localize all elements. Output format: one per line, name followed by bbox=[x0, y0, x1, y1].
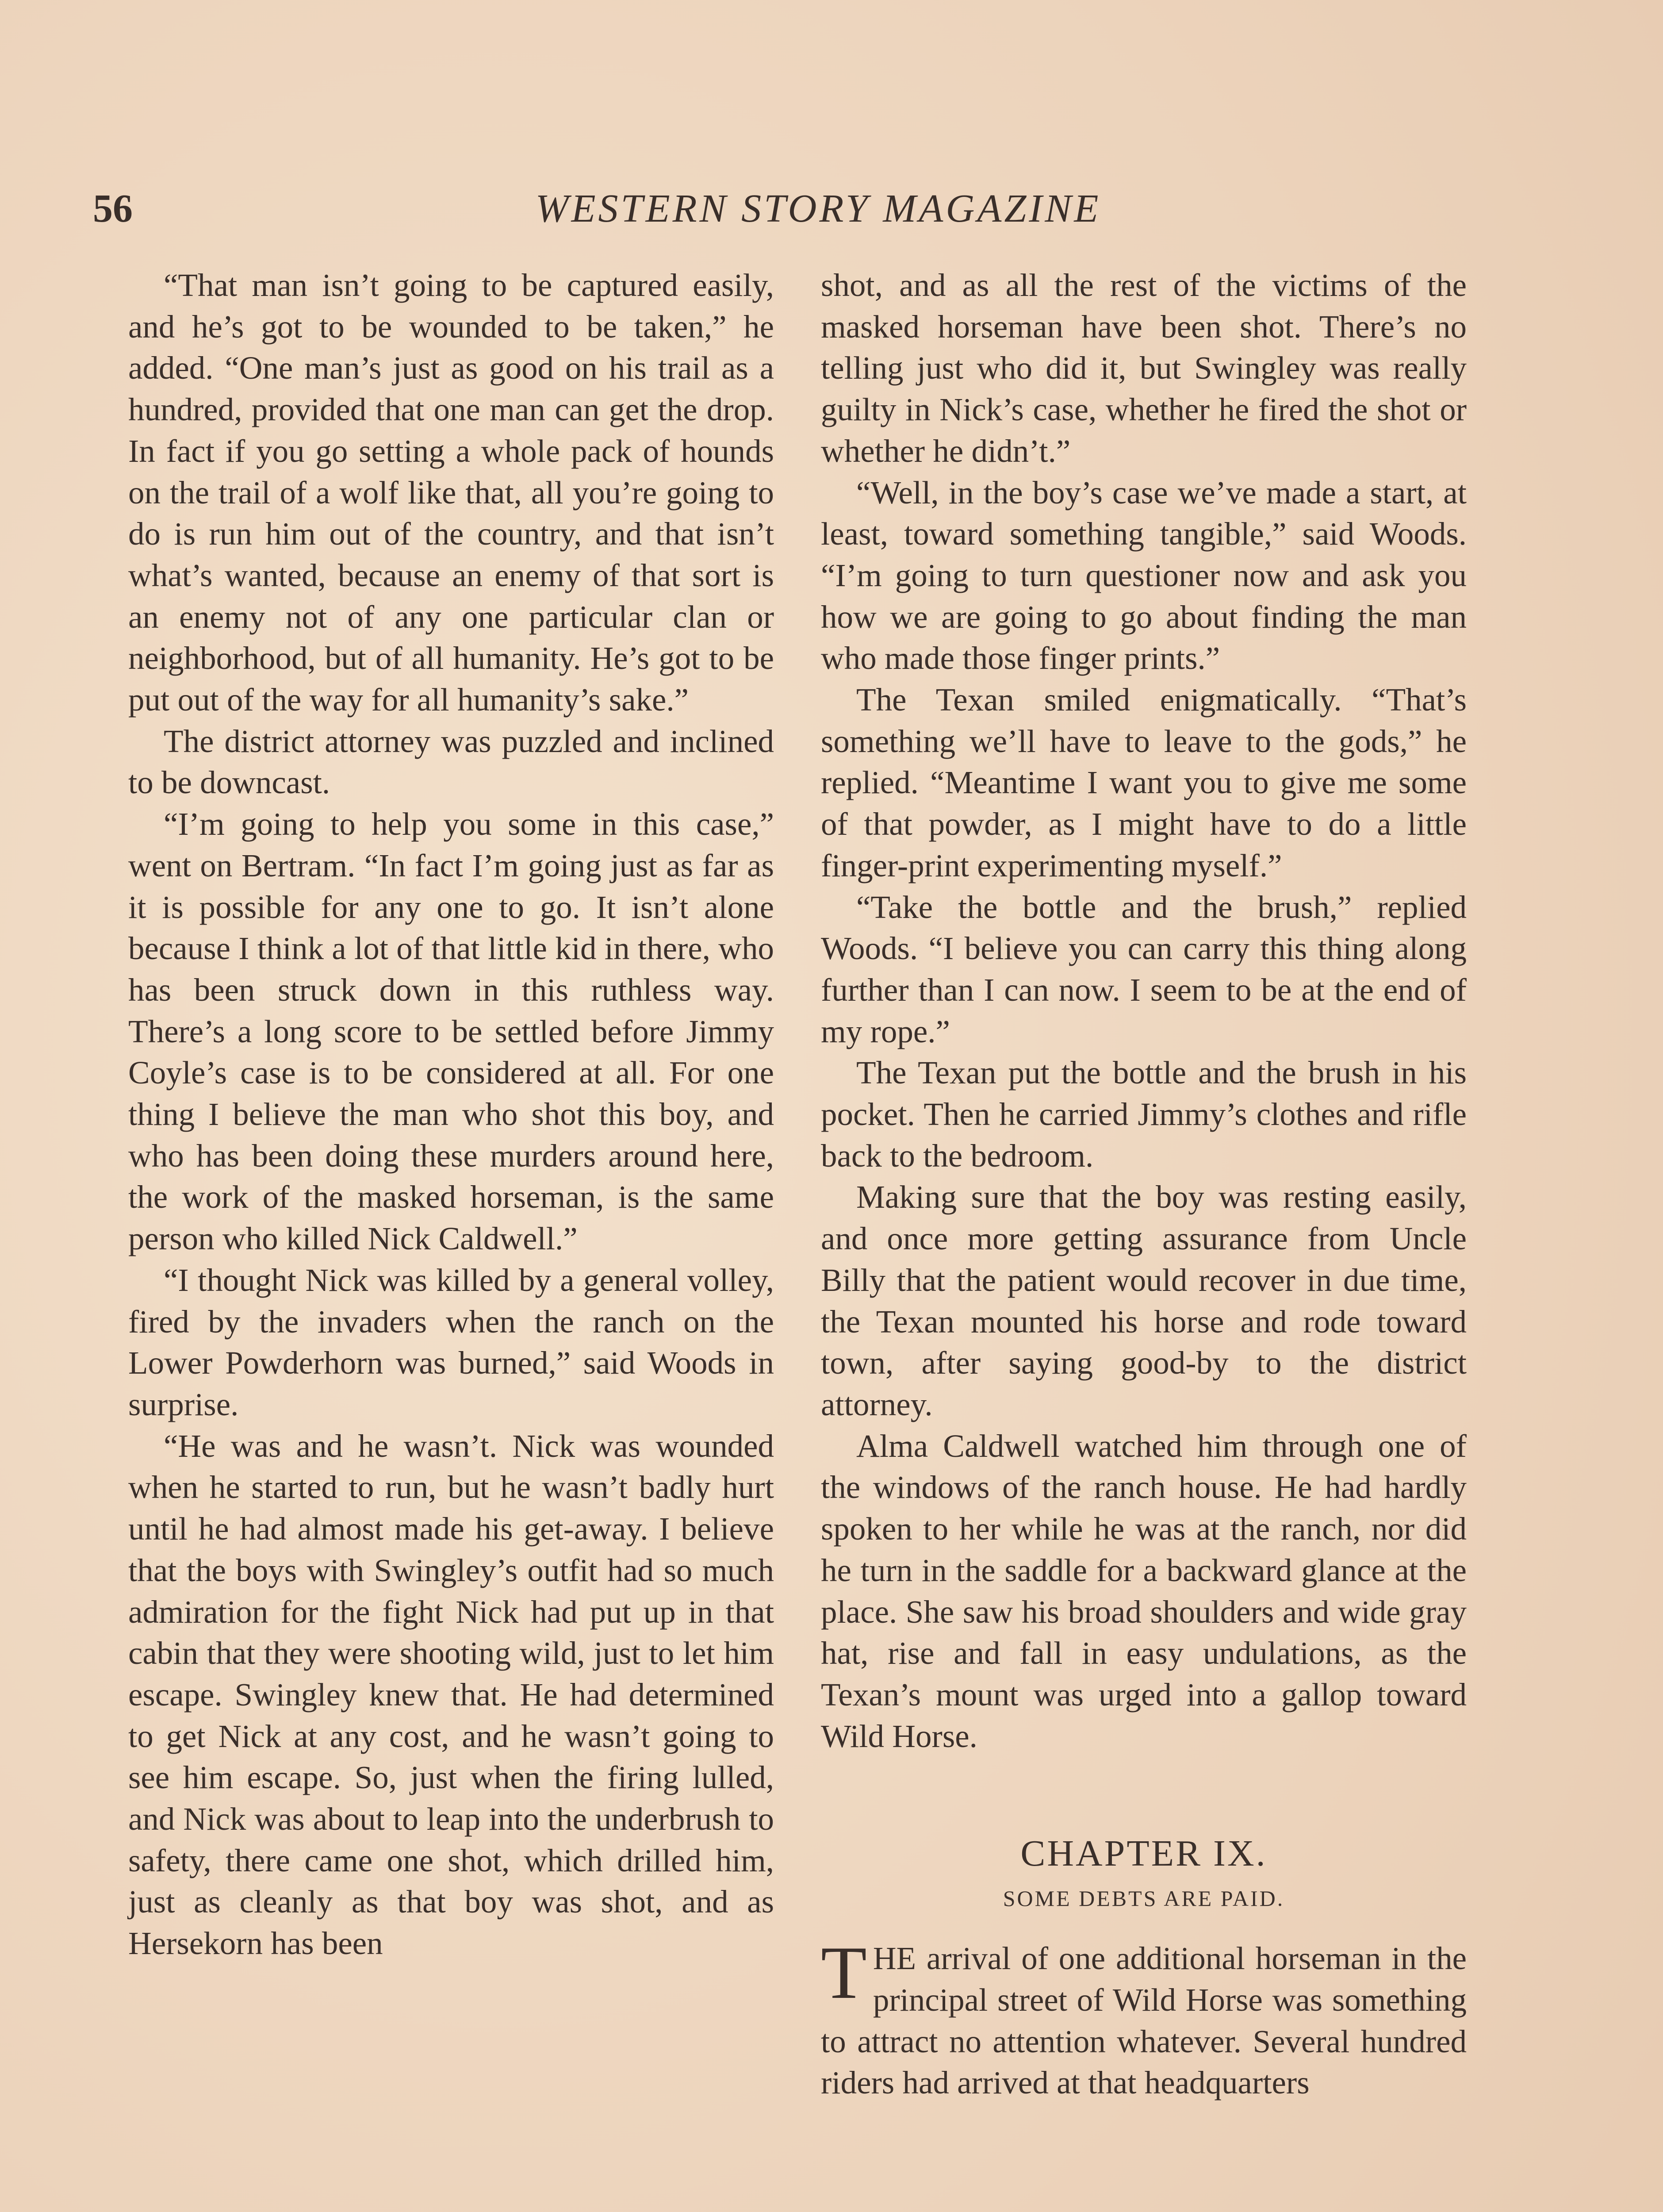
drop-cap: T bbox=[821, 1931, 867, 2015]
page-number: 56 bbox=[93, 187, 133, 230]
left-column bbox=[128, 265, 774, 1964]
paragraph: The Texan smiled enigmatically. “That’s something we’ll have to leave to the gods,” he replied. “Meantime I want you to give me some of that powder, as I might have to do a little finger-print experimenting myself.” bbox=[821, 682, 1467, 883]
right-column bbox=[821, 265, 1467, 2104]
paragraph: “Well, in the boy’s case we’ve made a start, at least, toward something tangible,” said Woods. “I’m going to turn questioner now and ask you how we are going to go about finding the man who made those finger prints.” bbox=[821, 474, 1467, 676]
paragraph: shot, and as all the rest of the victims of the masked horseman have been shot. There’s no telling just who did it, but Swingley was really guilty in Nick’s case, whether he fired the shot or whether he didn’t.” bbox=[821, 267, 1467, 469]
paragraph: “Take the bottle and the brush,” replied Woods. “I believe you can carry this thing along further than I can now. I seem to be at the end of my rope.” bbox=[821, 889, 1467, 1049]
chapter-opening-text: HE arrival of one additional horseman in the principal street of Wild Horse was something to attract no attention whatever. Several hundred riders had arrived at that headquarters bbox=[821, 1940, 1467, 2101]
paragraph: The district attorney was puzzled and inclined to be downcast. bbox=[128, 723, 774, 801]
paragraph: “That man isn’t going to be captured easily, and he’s got to be wounded to be taken,” he added. “One man’s just as good on his trail as a hundred, provided that one man can get the drop. In fact if you go setting a whole pack of hounds on the trail of a wolf like that, all you’re going to do is run him out of the country, and that isn’t what’s wanted, because an enemy of that sort is an enemy not of any one particular clan or neighborhood, but of all humanity. He’s got to be put out of the way for all humanity’s sake.” bbox=[128, 267, 774, 718]
page-header bbox=[93, 186, 1544, 248]
magazine-title: WESTERN STORY MAGAZINE bbox=[535, 187, 1101, 230]
paragraph: Alma Caldwell watched him through one of the windows of the ranch house. He had hardly spoken to her while he was at the ranch, nor did he turn in the saddle for a backward glance at the place. She saw his broad shoulders and wide gray hat, rise and fall in easy undulations, as the Texan’s mount was urged into a gallop toward Wild Horse. bbox=[821, 1428, 1467, 1754]
paragraph: Making sure that the boy was resting easily, and once more getting assurance from Uncle Billy that the patient would recover in due time, the Texan mounted his horse and rode toward town, after saying good-by to the district attorney. bbox=[821, 1179, 1467, 1422]
paragraph: “He was and he wasn’t. Nick was wounded when he started to run, but he wasn’t badly hurt until he had almost made his get-away. I believe that the boys with Swingley’s outfit had so much admiration for the fight Nick had put up in that cabin that they were shooting wild, just to let him escape. Swingley knew that. He had determined to get Nick at any cost, and he wasn’t going to see him escape. So, just when the firing lulled, and Nick was about to leap into the underbrush to safety, there came one shot, which drilled him, just as cleanly as that boy was shot, and as Hersekorn has been bbox=[128, 1428, 774, 1962]
chapter-title: CHAPTER IX. bbox=[1020, 1833, 1267, 1874]
chapter-opening-paragraph bbox=[821, 1931, 1467, 2104]
paragraph: “I’m going to help you some in this case,” went on Bertram. “In fact I’m going just as far as it is possible for any one to go. It isn’t alone because I think a lot of that little kid in there, who has been struck down in this ruthless way. There’s a long score to be settled before Jimmy Coyle’s case is to be considered at all. For one thing I believe the man who shot this boy, and who has been doing these murders around here, the work of the masked horseman, is the same person who killed Nick Caldwell.” bbox=[128, 806, 774, 1257]
paragraph: “I thought Nick was killed by a general volley, fired by the invaders when the ranch on the Lower Powderhorn was burned,” said Woods in surprise. bbox=[128, 1262, 774, 1422]
paragraph: The Texan put the bottle and the brush in his pocket. Then he carried Jimmy’s clothes and rifle back to the bedroom. bbox=[821, 1055, 1467, 1174]
chapter-subtitle: SOME DEBTS ARE PAID. bbox=[1003, 1886, 1285, 1911]
